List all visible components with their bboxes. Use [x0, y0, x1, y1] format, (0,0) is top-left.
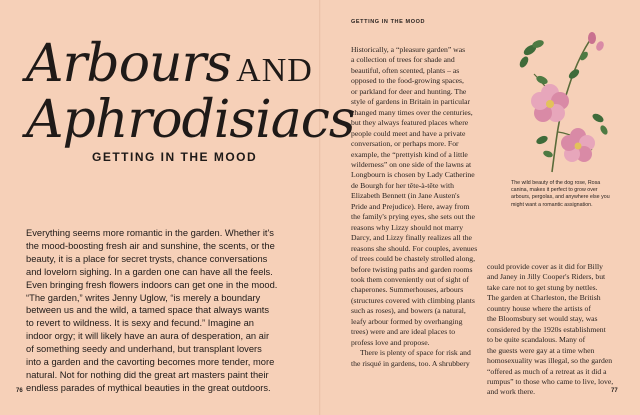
- chapter-subtitle: GETTING IN THE MOOD: [92, 150, 258, 164]
- body-line: people could meet and have a private: [351, 128, 466, 138]
- intro-line: of something seedy and underhand, but transplant lovers: [26, 344, 262, 355]
- body-line: profess love and propose.: [351, 337, 430, 347]
- caption-line: The wild beauty of the dog rose, Rosa: [511, 180, 601, 186]
- body-line: homosexuality was illegal, so the garden: [487, 356, 613, 366]
- body-line: de Bourgh for her tête-à-tête with: [351, 180, 454, 190]
- page-number-left: 76: [16, 388, 23, 394]
- body-line: Historically, a “pleasure garden” was: [351, 45, 466, 54]
- body-line: but they always featured places where: [351, 118, 469, 128]
- body-line: could provide cover as it did for Billy: [487, 262, 603, 271]
- body-line: beautiful, often scented, plants – as: [351, 65, 460, 75]
- intro-paragraph: [26, 227, 302, 395]
- intro-line: between us and the wild, a tamed space that always wants: [26, 305, 270, 316]
- running-head: GETTING IN THE MOOD: [351, 19, 426, 25]
- illustration-caption: [511, 180, 619, 209]
- title-conjunction: AND: [236, 52, 313, 89]
- intro-line: endless parades of mythical beauties in the great outdoors.: [26, 382, 271, 393]
- body-line: or parkland for deer and hunting. The: [351, 86, 467, 96]
- body-column-1: [351, 45, 481, 369]
- body-line: There is plenty of space for risk and: [360, 348, 471, 358]
- body-line: the Bloomsbury set would stay, was: [487, 314, 598, 324]
- body-line: a collection of trees for shade and: [351, 55, 455, 65]
- paragraph-2: [351, 348, 481, 369]
- intro-line: indoor orgy; it will likely have an aura of desperation, an air: [26, 331, 270, 342]
- body-line: the guests were gay at a time when: [487, 345, 595, 355]
- body-line: such as roses), and bowers (a natural,: [351, 306, 466, 316]
- title-script-2: Aphrodisiacs: [26, 90, 355, 150]
- body-line: trees) were and are ideal places to: [351, 327, 456, 337]
- body-line: Elizabeth Bennett (in Jane Austen's: [351, 191, 460, 201]
- body-line: reasons she should. For couples, avenues: [351, 243, 478, 253]
- body-line: changed many times over the centuries,: [351, 107, 473, 117]
- body-line: take care not to get stung by nettles.: [487, 282, 598, 292]
- dog-rose-illustration: [512, 22, 616, 176]
- intro-line: Even bringing fresh flowers indoors can get one in the mood.: [26, 279, 278, 290]
- body-line: chaperones. Summerhouses, arbours: [351, 285, 464, 295]
- caption-line: canina, makes it perfect to grow over: [511, 187, 598, 194]
- body-column-2: [487, 262, 617, 398]
- body-line: reasons why Lizzy should not marry: [351, 222, 464, 232]
- intro-line: natural. Not for nothing did the great art masters paint their: [26, 369, 269, 380]
- paragraph-1: [351, 45, 481, 348]
- intro-line: and lovelorn sighing. In a garden one can have all the feels.: [26, 266, 273, 277]
- intro-line: beauty, it is a place for secret trysts, chance conversations: [26, 253, 268, 264]
- body-line: leafy arbour formed by overhanging: [351, 316, 463, 326]
- intro-line: to revert to wildness. It is sexy and fecund.” Imagine an: [26, 318, 254, 329]
- page-gutter: [319, 0, 321, 415]
- page-number-right: 77: [611, 388, 618, 394]
- chapter-title: [26, 34, 355, 150]
- intro-line: Everything seems more romantic in the garden. Whether it's: [26, 228, 274, 238]
- body-line: Longbourn is chosen by Lady Catherine: [351, 170, 475, 180]
- body-line: Pride and Prejudice). Here, away from: [351, 201, 470, 211]
- body-line: country house where the artists of: [487, 303, 591, 313]
- body-line: to be quite scandalous. Many of: [487, 335, 586, 345]
- body-line: example, the “prettyish kind of a little: [351, 149, 468, 159]
- body-line: considered by the 1920s establishment: [487, 324, 606, 334]
- body-line: wilderness” on one side of the lawns at: [351, 159, 472, 169]
- body-line: of trees could be chastely strolled along,: [351, 254, 476, 264]
- body-line: and work there.: [487, 387, 536, 397]
- body-line: the risqué in gardens, too. A shrubbery: [351, 358, 470, 368]
- body-line: (structures covered with climbing plants: [351, 295, 475, 305]
- body-line: before twisting paths and garden rooms: [351, 264, 473, 274]
- body-line: opposed to the food-growing spaces,: [351, 76, 464, 86]
- body-line: took them conveniently out of sight of: [351, 274, 469, 284]
- intro-line: “The garden,” writes Jenny Uglow, “is merely a boundary: [26, 292, 261, 303]
- caption-line: arbours, pergolas, and anywhere else you: [511, 194, 610, 201]
- rose-icon: [512, 22, 616, 176]
- body-line: style of gardens in Britain in particular: [351, 97, 471, 107]
- title-script-1: Arbours: [26, 34, 232, 94]
- body-line: The garden at Charleston, the British: [487, 293, 601, 303]
- body-line: “offered as much of a retreat as it did a: [487, 366, 607, 376]
- body-line: the family's prying eyes, she sets out the: [351, 212, 475, 222]
- body-line: conversation, or perhaps more. For: [351, 139, 459, 149]
- caption-line: might want a romantic assignation.: [511, 201, 593, 208]
- body-line: and Janey in Jilly Cooper's Riders, but: [487, 272, 606, 282]
- body-line: Darcy, and Lizzy finally realizes all the: [351, 233, 472, 243]
- intro-line: the mood-boosting fresh air and sunshine, the scents, or the: [26, 240, 275, 251]
- body-line: rumpus” to those who came to live, love,: [487, 376, 614, 386]
- intro-line: into a garden and the cavorting becomes more tender, more: [26, 357, 275, 368]
